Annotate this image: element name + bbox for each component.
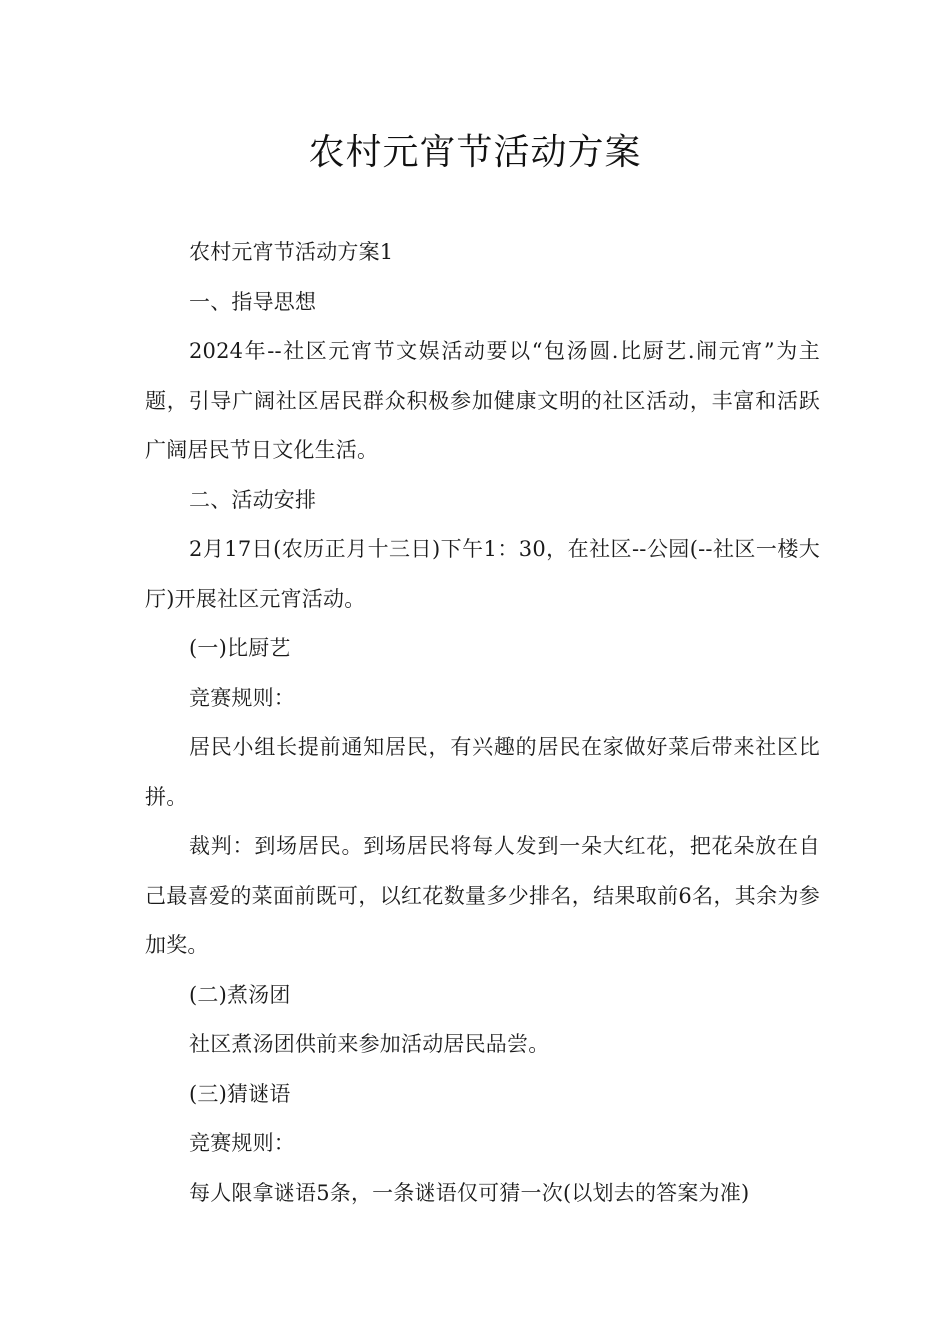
paragraph-judging: 裁判：到场居民。到场居民将每人发到一朵大红花，把花朵放在自己最喜爱的菜面前既可，以红花数量多少排名，结果取前6名，其余为参加奖。	[145, 834, 820, 957]
heading-activity-arrangement: 二、活动安排	[189, 487, 317, 512]
heading-riddles: (三)猜谜语	[189, 1081, 291, 1106]
document-body	[145, 228, 820, 1218]
label-riddle-rules: 竞赛规则：	[189, 1131, 295, 1155]
paragraph-cooking-rules: 居民小组长提前通知居民，有兴趣的居民在家做好菜后带来社区比拼。	[145, 735, 820, 809]
paragraph-dumplings: 社区煮汤团供前来参加活动居民品尝。	[189, 1032, 550, 1056]
heading-guiding-thought: 一、指导思想	[189, 289, 317, 314]
document-title: 农村元宵节活动方案	[308, 132, 642, 173]
paragraph-subtitle: 农村元宵节活动方案1	[189, 240, 394, 264]
paragraph-activity-time: 2月17日(农历正月十三日)下午1：30，在社区--公园(--社区一楼大厅)开展社区元宵活动。	[145, 537, 820, 611]
paragraph-riddle-rules: 每人限拿谜语5条，一条谜语仅可猜一次(以划去的答案为准)	[189, 1180, 750, 1205]
heading-cook-dumplings: (二)煮汤团	[189, 982, 291, 1007]
heading-cooking-contest: (一)比厨艺	[189, 636, 291, 660]
paragraph-guiding-thought: 2024年--社区元宵节文娱活动要以“包汤圆.比厨艺.闹元宵”为主题，引导广阔社区居民群众积极参加健康文明的社区活动，丰富和活跃广阔居民节日文化生活。	[145, 339, 820, 462]
label-contest-rules: 竞赛规则：	[189, 685, 295, 710]
